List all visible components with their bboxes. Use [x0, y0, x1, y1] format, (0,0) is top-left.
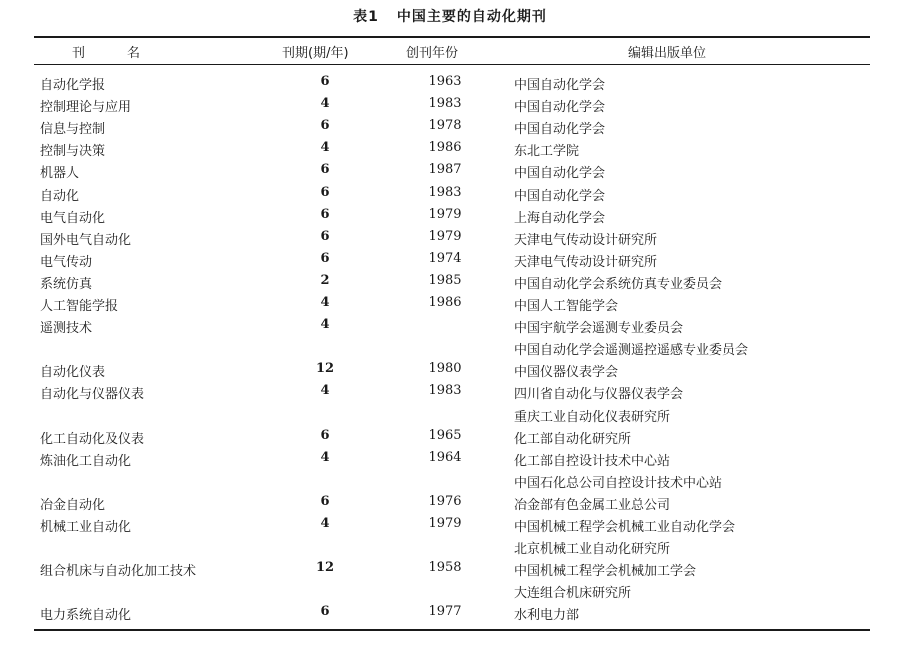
cell-founded: 1977 [428, 604, 462, 620]
cell-name: 机器人 [40, 166, 80, 182]
table-row [0, 138, 900, 160]
table-row [0, 359, 900, 381]
cell-frequency: 6 [320, 427, 330, 443]
table-row [0, 315, 900, 337]
cell-founded: 1978 [428, 118, 462, 134]
cell-publisher: 中国机械工程学会机械加工学会 [514, 564, 697, 580]
table-row [0, 94, 900, 116]
cell-frequency: 4 [320, 295, 330, 310]
cell-publisher: 中国自动化学会 [514, 78, 606, 93]
table-row [0, 470, 900, 492]
cell-publisher: 四川省自动化与仪器仪表学会 [514, 387, 684, 403]
cell-frequency: 6 [320, 184, 330, 200]
cell-name: 机械工业自动化 [40, 520, 132, 535]
table-row [0, 227, 900, 249]
cell-founded: 1987 [428, 162, 462, 178]
cell-frequency: 6 [320, 228, 330, 244]
cell-founded: 1974 [428, 250, 462, 266]
cell-frequency: 6 [320, 604, 330, 620]
table-row [0, 205, 900, 227]
cell-name: 化工自动化及仪表 [40, 431, 145, 447]
cell-name: 信息与控制 [40, 122, 106, 138]
header-publisher: 编辑出版单位 [628, 46, 707, 61]
cell-name: 自动化与仪器仪表 [40, 387, 145, 403]
cell-frequency: 4 [320, 140, 330, 156]
table-row [0, 448, 900, 470]
table-row [0, 337, 900, 359]
cell-founded: 1983 [428, 96, 462, 112]
cell-publisher: 北京机械工业自动化研究所 [514, 542, 671, 558]
cell-founded: 1976 [428, 493, 462, 509]
cell-name: 电气自动化 [40, 210, 106, 226]
cell-publisher: 中国人工智能学会 [514, 299, 619, 314]
cell-founded: 1979 [428, 228, 462, 244]
cell-name: 自动化仪表 [40, 365, 106, 381]
cell-frequency: 6 [320, 162, 330, 178]
cell-founded: 1980 [428, 361, 462, 377]
cell-name: 组合机床与自动化加工技术 [40, 564, 197, 580]
cell-frequency: 4 [320, 96, 330, 112]
cell-publisher: 天津电气传动设计研究所 [514, 254, 658, 270]
cell-publisher: 天津电气传动设计研究所 [514, 232, 658, 248]
cell-founded: 1963 [428, 74, 462, 89]
cell-name: 系统仿真 [40, 276, 93, 292]
table-row [0, 536, 900, 558]
cell-founded: 1979 [428, 206, 462, 222]
table-row [0, 160, 900, 182]
cell-frequency: 2 [320, 272, 330, 288]
cell-frequency: 12 [315, 361, 335, 377]
cell-publisher: 东北工学院 [514, 144, 580, 160]
bottom-rule [34, 629, 870, 631]
cell-founded: 1985 [428, 272, 462, 288]
header-name: 刊名 [72, 46, 183, 61]
cell-publisher: 重庆工业自动化仪表研究所 [514, 409, 671, 425]
cell-founded: 1983 [428, 383, 462, 399]
header-frequency: 刊期(期/年) [282, 46, 349, 61]
cell-publisher: 化工部自动化研究所 [514, 431, 632, 447]
table-row [0, 426, 900, 448]
table-label: 表1 [353, 9, 379, 25]
cell-publisher: 中国机械工程学会机械工业自动化学会 [514, 520, 736, 535]
cell-name: 冶金自动化 [40, 497, 106, 513]
header-founded: 创刊年份 [406, 46, 459, 61]
cell-frequency: 6 [320, 118, 330, 134]
cell-name: 控制理论与应用 [40, 100, 132, 116]
cell-publisher: 中国仪器仪表学会 [514, 365, 619, 381]
cell-publisher: 中国石化总公司自控设计技术中心站 [514, 475, 723, 491]
cell-founded: 1979 [428, 516, 462, 531]
cell-publisher: 中国自动化学会 [514, 188, 606, 204]
cell-frequency: 4 [320, 449, 330, 465]
table-row [0, 404, 900, 426]
cell-name: 电力系统自动化 [40, 608, 132, 624]
table-row [0, 271, 900, 293]
cell-name: 遥测技术 [40, 321, 93, 337]
cell-frequency: 6 [320, 206, 330, 222]
table-row [0, 116, 900, 138]
cell-publisher: 水利电力部 [514, 608, 580, 624]
cell-frequency: 6 [320, 250, 330, 266]
cell-publisher: 中国自动化学会 [514, 166, 606, 182]
cell-frequency: 12 [315, 560, 335, 576]
table-row [0, 492, 900, 514]
table-title: 中国主要的自动化期刊 [396, 9, 547, 25]
cell-frequency: 4 [320, 317, 330, 333]
cell-founded: 1958 [428, 560, 462, 576]
table-row [0, 381, 900, 403]
table-row [0, 183, 900, 205]
cell-frequency: 4 [320, 516, 330, 531]
table-header [0, 38, 900, 64]
cell-name: 电气传动 [40, 254, 93, 270]
cell-publisher: 大连组合机床研究所 [514, 586, 632, 602]
table-row [0, 514, 900, 536]
cell-publisher: 中国自动化学会遥测遥控遥感专业委员会 [514, 343, 749, 359]
cell-publisher: 中国自动化学会 [514, 100, 606, 116]
cell-name: 炼油化工自动化 [40, 453, 132, 469]
cell-frequency: 6 [320, 493, 330, 509]
table-row [0, 293, 900, 315]
header-rule [34, 64, 870, 65]
cell-name: 国外电气自动化 [40, 232, 132, 248]
cell-founded: 1986 [428, 295, 462, 310]
cell-publisher: 中国自动化学会系统仿真专业委员会 [514, 276, 723, 292]
cell-founded: 1983 [428, 184, 462, 200]
table-row [0, 602, 900, 624]
table-row [0, 72, 900, 94]
cell-publisher: 中国自动化学会 [514, 122, 606, 138]
cell-founded: 1965 [428, 427, 462, 443]
table-row [0, 558, 900, 580]
cell-founded: 1964 [428, 449, 462, 465]
cell-publisher: 中国宇航学会遥测专业委员会 [514, 321, 684, 337]
cell-publisher: 上海自动化学会 [514, 210, 606, 226]
cell-publisher: 化工部自控设计技术中心站 [514, 453, 671, 469]
table-row [0, 249, 900, 271]
cell-name: 自动化学报 [40, 78, 106, 93]
cell-publisher: 冶金部有色金属工业总公司 [514, 497, 671, 513]
table-caption [0, 6, 900, 26]
cell-founded: 1986 [428, 140, 462, 156]
cell-name: 自动化 [40, 188, 80, 204]
cell-frequency: 6 [320, 74, 330, 89]
cell-frequency: 4 [320, 383, 330, 399]
cell-name: 人工智能学报 [40, 299, 119, 314]
cell-name: 控制与决策 [40, 144, 106, 160]
table-row [0, 580, 900, 602]
